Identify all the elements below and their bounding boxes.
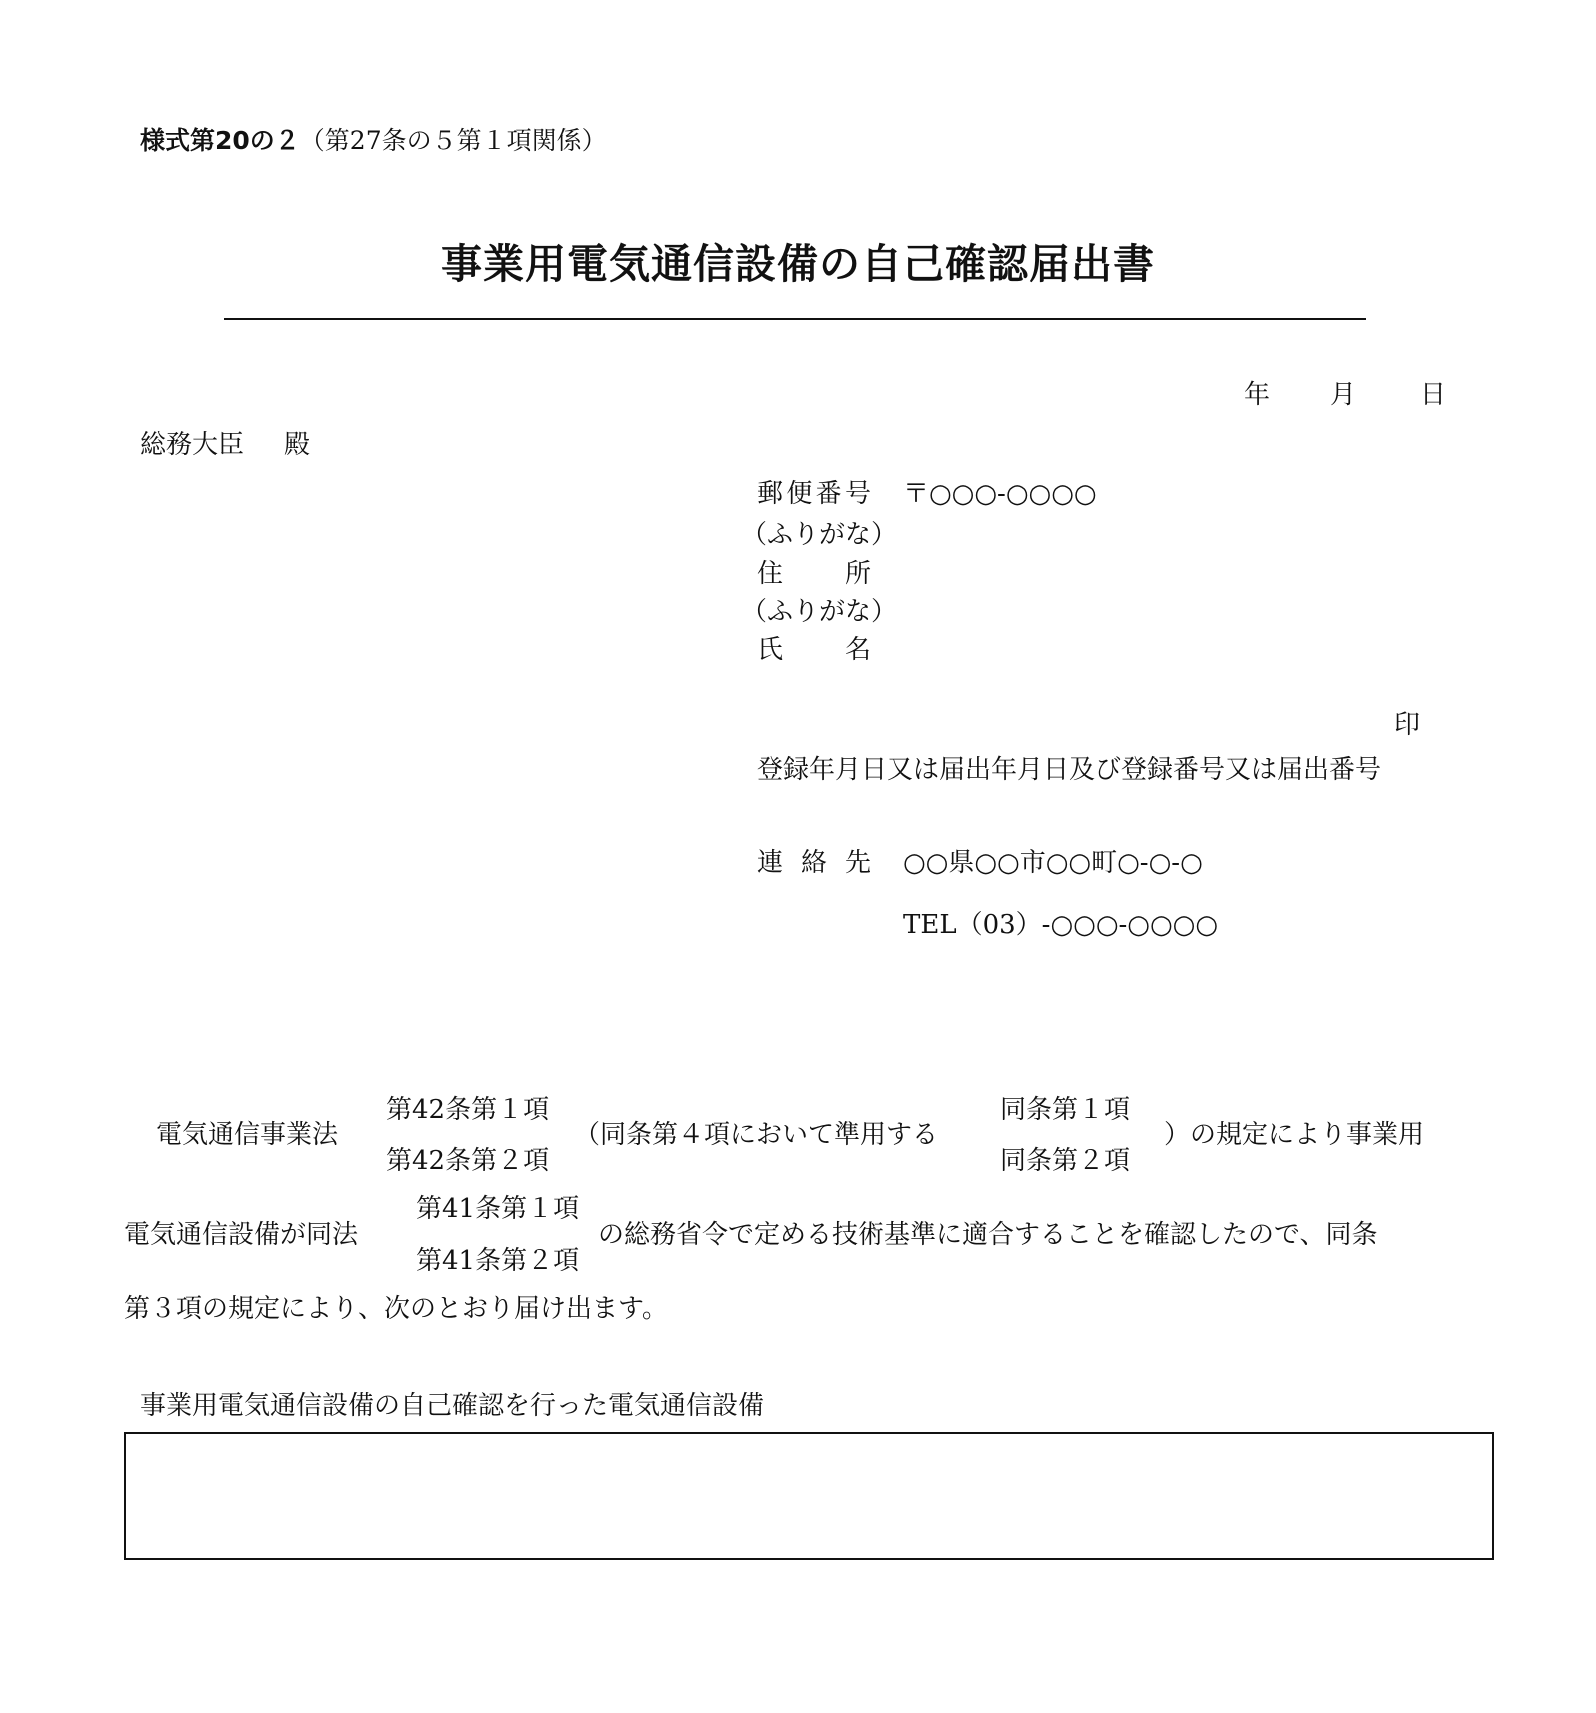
address-furigana-label: （ふりがな） — [741, 520, 898, 550]
seal-mark: 印 — [1394, 710, 1421, 740]
document-title: 事業用電気通信設備の自己確認届出書 — [441, 240, 1155, 288]
title-underline — [224, 318, 1366, 320]
article-option-42-2: 第42条第２項 — [386, 1146, 550, 1176]
address-label: 住所 — [757, 559, 871, 589]
contact-tel-field[interactable]: TEL（03）-○○○-○○○○ — [903, 910, 1219, 940]
date-month-field[interactable]: 月 — [1330, 380, 1357, 410]
contact-label: 連絡先 — [757, 848, 871, 878]
postal-code-field[interactable]: 〒○○○-○○○○ — [903, 479, 1097, 509]
article-option-41-2: 第41条第２項 — [416, 1246, 580, 1276]
equipment-section-label: 事業用電気通信設備の自己確認を行った電気通信設備 — [140, 1391, 765, 1421]
body-text: 第３項の規定により、次のとおり届け出ます。 — [124, 1294, 668, 1324]
form-number-reference: （第27条の５第１項関係） — [299, 126, 607, 155]
contact-address-field[interactable]: ○○県○○市○○町○-○-○ — [903, 848, 1203, 878]
article-option-42-1: 第42条第１項 — [386, 1095, 550, 1125]
form-number — [140, 128, 607, 153]
body-text: （同条第４項において準用する — [574, 1120, 939, 1150]
body-text: 電気通信事業法 — [156, 1120, 339, 1150]
registration-label: 登録年月日又は届出年月日及び登録番号又は届出番号 — [757, 755, 1382, 785]
clause-option-2: 同条第２項 — [1000, 1146, 1131, 1176]
clause-option-1: 同条第１項 — [1000, 1095, 1131, 1125]
article-option-41-1: 第41条第１項 — [416, 1194, 580, 1224]
addressee-name: 総務大臣 — [140, 430, 245, 460]
body-text: 電気通信設備が同法 — [124, 1220, 359, 1250]
date-day-field[interactable]: 日 — [1420, 380, 1447, 410]
name-furigana-label: （ふりがな） — [741, 597, 898, 627]
addressee-honorific: 殿 — [284, 430, 311, 460]
postal-code-label: 郵便番号 — [757, 479, 871, 509]
equipment-input-box[interactable] — [124, 1432, 1494, 1560]
addressee — [140, 432, 310, 458]
body-text: の総務省令で定める技術基準に適合することを確認したので、同条 — [598, 1220, 1378, 1250]
body-text: ）の規定により事業用 — [1164, 1120, 1425, 1150]
form-number-id: 様式第20の２ — [140, 126, 300, 155]
date-year-field[interactable]: 年 — [1244, 380, 1271, 410]
name-label: 氏名 — [757, 635, 871, 665]
